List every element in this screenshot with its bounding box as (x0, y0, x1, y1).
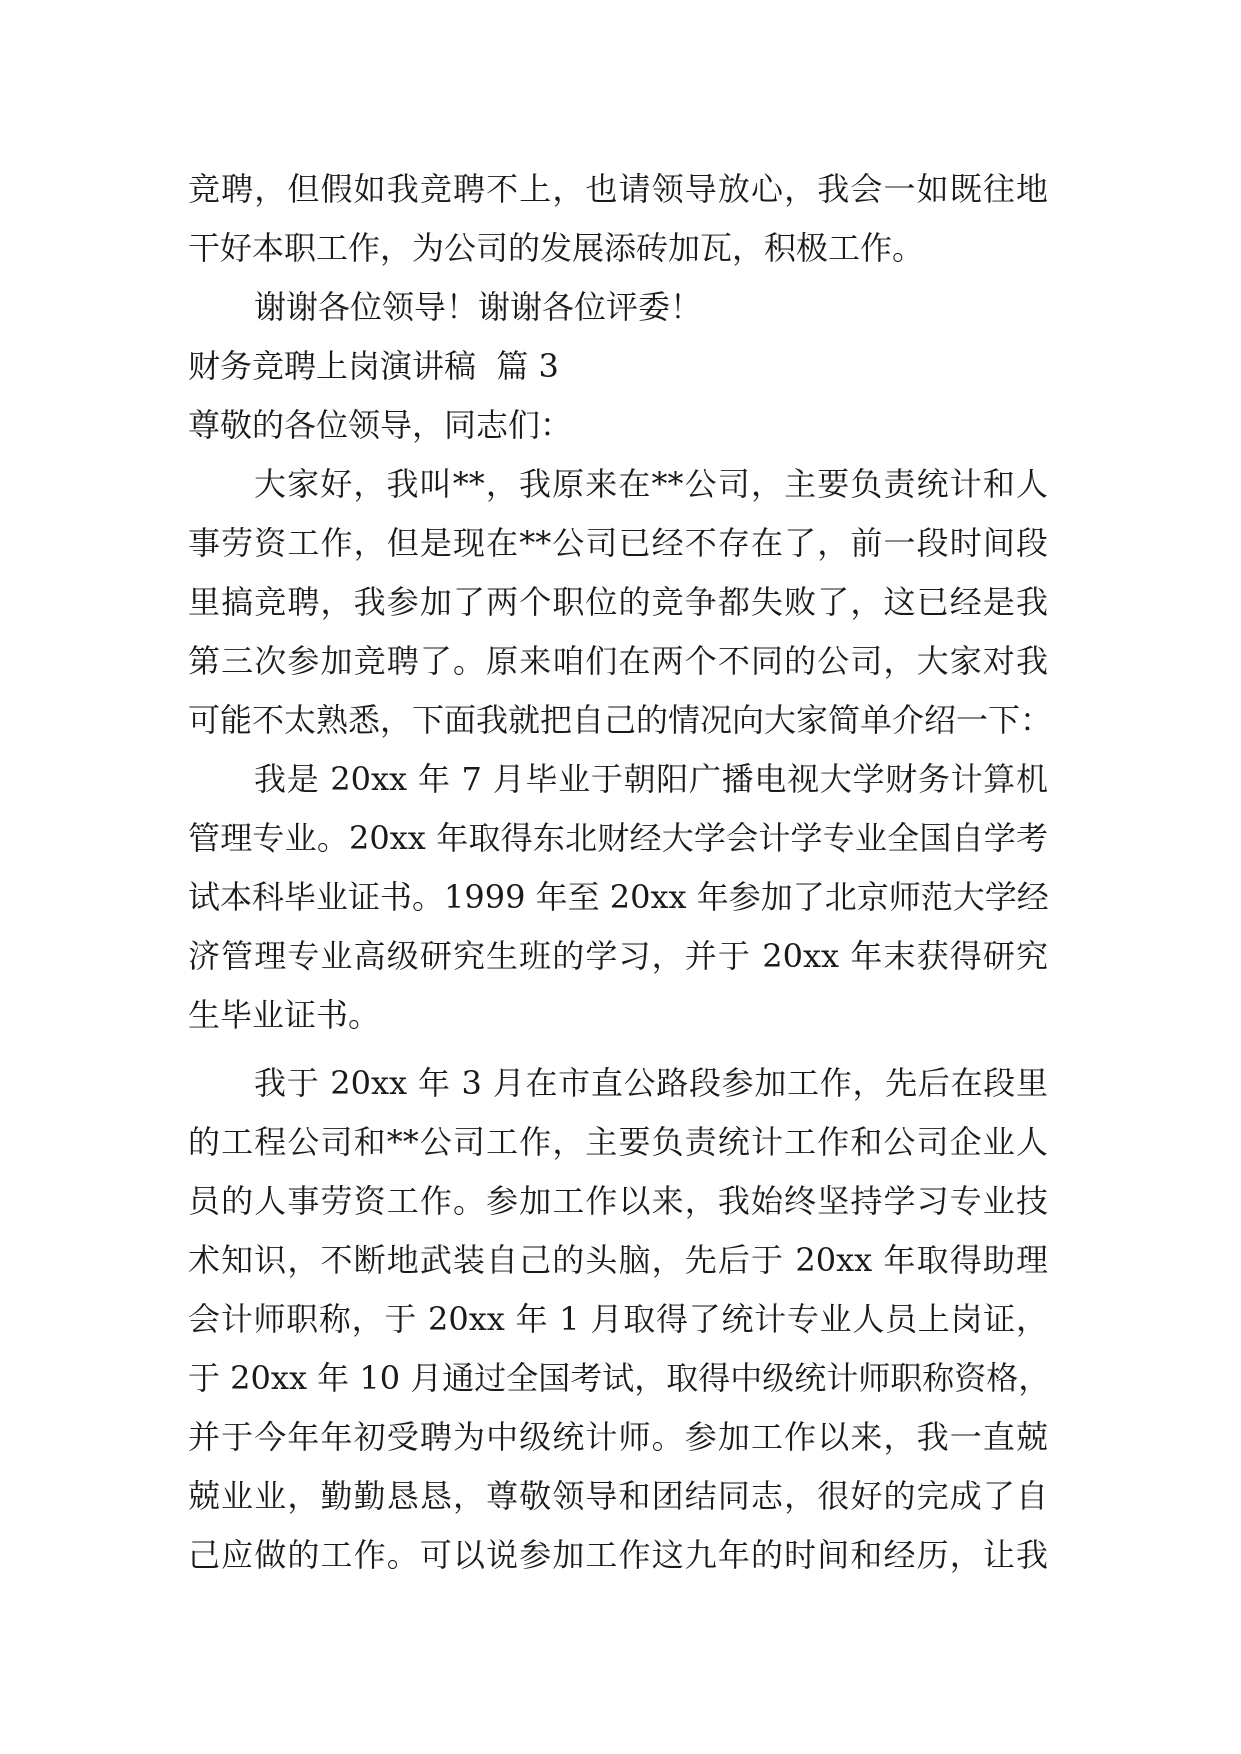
text-line: 会计师职称，于 20xx 年 1 月取得了统计专业人员上岗证， (188, 1300, 1048, 1338)
text-line: 管理专业。20xx 年取得东北财经大学会计学专业全国自学考 (188, 819, 1048, 857)
paragraph-closing (188, 160, 1048, 278)
text-line: 可能不太熟悉，下面我就把自己的情况向大家简单介绍一下： (188, 701, 1053, 739)
text-line: 并于今年年初受聘为中级统计师。参加工作以来，我一直兢 (188, 1418, 1048, 1456)
text-line: 兢业业，勤勤恳恳，尊敬领导和团结同志，很好的完成了自 (188, 1477, 1048, 1515)
salutation: 尊敬的各位领导，同志们： (188, 406, 573, 444)
text-line: 生毕业证书。 (188, 996, 381, 1034)
text-line: 里搞竞聘，我参加了两个职位的竞争都失败了，这已经是我 (188, 583, 1048, 621)
text-line: 于 20xx 年 10 月通过全国考试，取得中级统计师职称资格， (188, 1359, 1051, 1397)
paragraph-education (188, 750, 1048, 1045)
paragraph-intro (188, 455, 1053, 750)
text-line: 我于 20xx 年 3 月在市直公路段参加工作，先后在段里 (254, 1064, 1048, 1102)
text-line: 己应做的工作。可以说参加工作这九年的时间和经历，让我 (188, 1536, 1048, 1574)
paragraph-work (188, 1054, 1051, 1585)
paragraph-gap (188, 1045, 1048, 1054)
text-line: 第三次参加竞聘了。原来咱们在两个不同的公司，大家对我 (188, 642, 1048, 680)
document-body (188, 160, 1053, 1585)
thanks-line: 谢谢各位领导！谢谢各位评委！ (254, 288, 703, 326)
section-title: 财务竞聘上岗演讲稿 篇 3 (188, 347, 559, 385)
text-line: 干好本职工作，为公司的发展添砖加瓦，积极工作。 (188, 229, 925, 267)
text-line: 竞聘，但假如我竞聘不上，也请领导放心，我会一如既往地 (188, 170, 1048, 208)
text-line: 试本科毕业证书。1999 年至 20xx 年参加了北京师范大学经 (188, 878, 1049, 916)
text-line: 事劳资工作，但是现在**公司已经不存在了，前一段时间段 (188, 524, 1048, 562)
text-line: 术知识，不断地武装自己的头脑，先后于 20xx 年取得助理 (188, 1241, 1048, 1279)
text-line: 的工程公司和**公司工作，主要负责统计工作和公司企业人 (188, 1123, 1048, 1161)
text-line: 员的人事劳资工作。参加工作以来，我始终坚持学习专业技 (188, 1182, 1048, 1220)
text-line: 济管理专业高级研究生班的学习，并于 20xx 年末获得研究 (188, 937, 1048, 975)
text-line: 我是 20xx 年 7 月毕业于朝阳广播电视大学财务计算机 (254, 760, 1048, 798)
text-line: 大家好，我叫**，我原来在**公司，主要负责统计和人 (254, 465, 1048, 503)
